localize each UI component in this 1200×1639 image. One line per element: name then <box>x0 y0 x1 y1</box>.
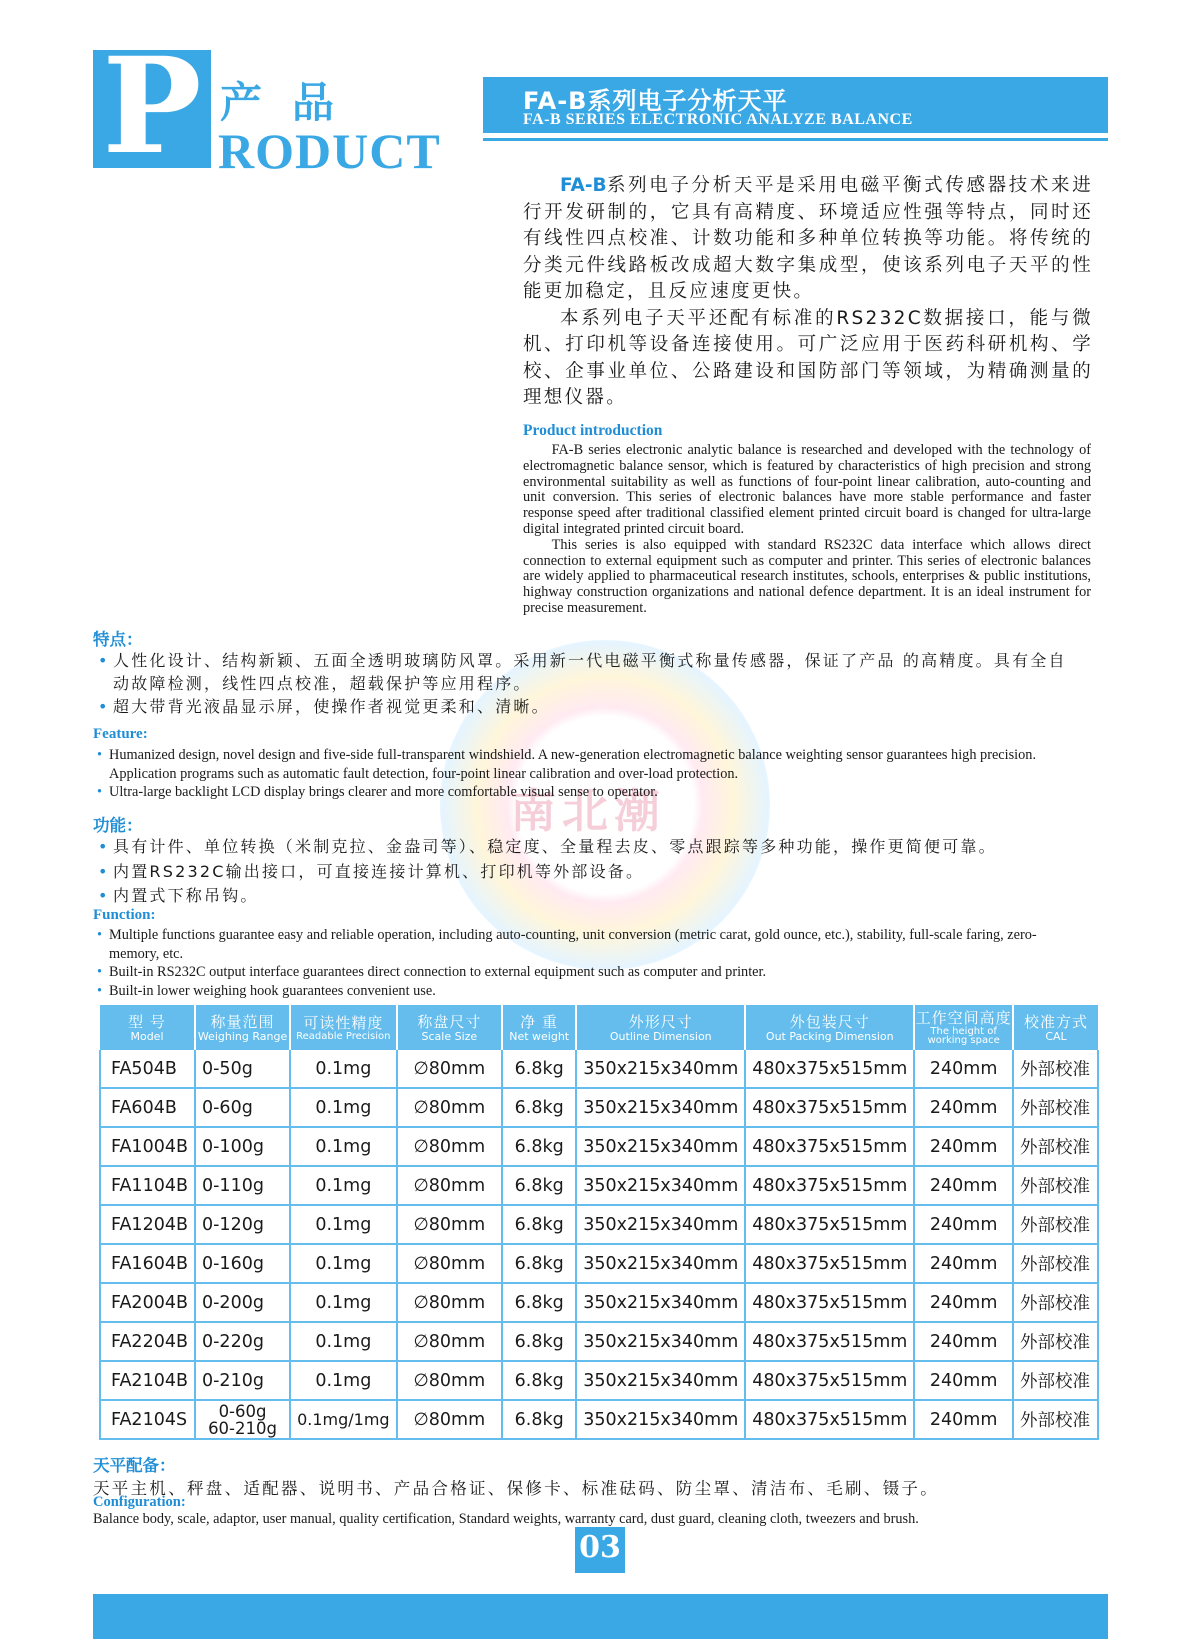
cell-packing: 480x375x515mm <box>745 1088 914 1127</box>
cell-model: FA1204B <box>100 1205 195 1244</box>
cell-weight: 6.8kg <box>502 1205 576 1244</box>
title-cn: 产品 <box>220 78 365 127</box>
list-item: • 具有计件、单位转换（米制克拉、金盎司等）、稳定度、全量程去皮、零点跟踪等多种功能，操作更简便可靠。 <box>93 835 1093 860</box>
intro-en-p2: This series is also equipped with standard RS232C data interface which allows direct connection to external equipment such as computer and printer. This series of electronic balances are widely applied to pharmaceutical research institutes, schools, enterprises & public institutions, highway construction organizations and national defence department. It is an ideal instrument for precise measurement. <box>523 536 1091 616</box>
cell-scale: ∅80mm <box>397 1205 503 1244</box>
page-number: 03 <box>579 1530 621 1565</box>
cell-range: 0-100g <box>195 1127 290 1166</box>
cell-line: 60-210g <box>208 1418 277 1438</box>
intro-cn <box>523 173 1093 412</box>
cell-weight: 6.8kg <box>502 1127 576 1166</box>
cell-scale: ∅80mm <box>397 1088 503 1127</box>
table-row <box>100 1283 1098 1322</box>
intro-lead: FA-B <box>560 175 607 196</box>
cell-height: 240mm <box>914 1127 1013 1166</box>
list-item: • Humanized design, novel design and five-side full-transparent windshield. A new-generation electromagnetic balance weighting sensor guarantees high precision. Application programs such as automatic fault detection, four-point linear calibration and over-load protection. <box>93 746 1088 783</box>
cell-height: 240mm <box>914 1322 1013 1361</box>
cell-outline: 350x215x340mm <box>576 1205 745 1244</box>
cell-packing: 480x375x515mm <box>745 1361 914 1400</box>
table-header-row <box>100 1005 1098 1050</box>
col-header-precision: 可读性精度 Readable Precision <box>290 1005 397 1050</box>
cell-cal: 外部校准 <box>1013 1244 1098 1283</box>
col-header-weight: 净 重 Net weight <box>502 1005 576 1050</box>
cell-range: 0-60g <box>195 1088 290 1127</box>
cell-model: FA2104B <box>100 1361 195 1400</box>
cell-height: 240mm <box>914 1050 1013 1088</box>
cell-model: FA2104S <box>100 1400 195 1439</box>
cell-packing: 480x375x515mm <box>745 1322 914 1361</box>
cell-outline: 350x215x340mm <box>576 1322 745 1361</box>
col-header-model: 型 号 Model <box>100 1005 195 1050</box>
cell-weight: 6.8kg <box>502 1322 576 1361</box>
cell-packing: 480x375x515mm <box>745 1244 914 1283</box>
series-title-cn: FA-B系列电子分析天平 <box>523 87 788 115</box>
cell-height: 240mm <box>914 1205 1013 1244</box>
list-item: • Multiple functions guarantee easy and reliable operation, including auto-counting, unit conversion (metric carat, gold ounce, etc.), stability, full-scale faring, zero-memory, etc. <box>93 926 1063 963</box>
cell-scale: ∅80mm <box>397 1361 503 1400</box>
cell-weight: 6.8kg <box>502 1244 576 1283</box>
col-header-packing: 外包装尺寸 Out Packing Dimension <box>745 1005 914 1050</box>
cell-packing: 480x375x515mm <box>745 1283 914 1322</box>
cell-weight: 6.8kg <box>502 1361 576 1400</box>
config-text-cn: 天平主机、秤盘、适配器、说明书、产品合格证、保修卡、标准砝码、防尘罩、清洁布、毛刷、镊子。 <box>93 1479 939 1498</box>
cell-range: 0-160g <box>195 1244 290 1283</box>
cell-outline: 350x215x340mm <box>576 1361 745 1400</box>
intro-cn-p1: 系列电子分析天平是采用电磁平衡式传感器技术来进行开发研制的，它具有高精度、环境适应性强等特点，同时还有线性四点校准、计数功能和多种单位转换等功能。将传统的分类元件线路板改成超大数字集成型，使该系列电子天平的性能更加稳定，且反应速度更快。 <box>523 175 1093 302</box>
watermark-text: 南北潮 <box>510 784 666 838</box>
features-title-cn: 特点： <box>93 630 143 649</box>
cell-precision: 0.1mg <box>290 1166 397 1205</box>
cell-height: 240mm <box>914 1244 1013 1283</box>
cell-packing: 480x375x515mm <box>745 1166 914 1205</box>
col-header-cal: 校准方式 CAL <box>1013 1005 1098 1050</box>
config-title-en: Configuration: <box>93 1494 186 1510</box>
cell-cal: 外部校准 <box>1013 1322 1098 1361</box>
cell-outline: 350x215x340mm <box>576 1127 745 1166</box>
cell-height: 240mm <box>914 1283 1013 1322</box>
cell-cal: 外部校准 <box>1013 1127 1098 1166</box>
cell-range: 0-210g <box>195 1361 290 1400</box>
col-header-outline: 外形尺寸 Outline Dimension <box>576 1005 745 1050</box>
table-row <box>100 1050 1098 1088</box>
cell-range <box>195 1400 290 1439</box>
intro-en-title: Product introduction <box>523 422 663 439</box>
table-row <box>100 1127 1098 1166</box>
config-text-en: Balance body, scale, adaptor, user manual, quality certification, Standard weights, warranty card, dust guard, cleaning cloth, tweezers and brush. <box>93 1511 919 1527</box>
cell-cal: 外部校准 <box>1013 1166 1098 1205</box>
list-item: • Built-in RS232C output interface guarantees direct connection to external equipment such as computer and printer. <box>93 963 1063 982</box>
cell-weight: 6.8kg <box>502 1400 576 1439</box>
cell-weight: 6.8kg <box>502 1166 576 1205</box>
cell-precision: 0.1mg <box>290 1322 397 1361</box>
list-item: • 内置式下称吊钩。 <box>93 884 1093 909</box>
cell-range: 0-50g <box>195 1050 290 1088</box>
cell-precision: 0.1mg <box>290 1088 397 1127</box>
cell-model: FA604B <box>100 1088 195 1127</box>
cell-packing: 480x375x515mm <box>745 1205 914 1244</box>
col-header-height: 工作空间高度 The height of working space <box>914 1005 1013 1050</box>
features-title-en: Feature: <box>93 726 148 742</box>
cell-scale: ∅80mm <box>397 1244 503 1283</box>
col-header-range: 称量范围 Weighing Range <box>195 1005 290 1050</box>
cell-packing: 480x375x515mm <box>745 1050 914 1088</box>
series-underline <box>483 138 1108 141</box>
table-row <box>100 1166 1098 1205</box>
cell-scale: ∅80mm <box>397 1050 503 1088</box>
cell-outline: 350x215x340mm <box>576 1088 745 1127</box>
cell-line: 0-60g <box>218 1401 267 1421</box>
intro-en <box>523 443 1091 617</box>
cell-weight: 6.8kg <box>502 1050 576 1088</box>
cell-packing: 480x375x515mm <box>745 1400 914 1439</box>
table-row <box>100 1322 1098 1361</box>
cell-cal: 外部校准 <box>1013 1400 1098 1439</box>
cell-range: 0-200g <box>195 1283 290 1322</box>
cell-precision: 0.1mg <box>290 1205 397 1244</box>
cell-cal: 外部校准 <box>1013 1361 1098 1400</box>
table-row <box>100 1244 1098 1283</box>
title-en: RODUCT <box>218 123 441 179</box>
table-row <box>100 1361 1098 1400</box>
cell-cal: 外部校准 <box>1013 1205 1098 1244</box>
cell-scale: ∅80mm <box>397 1322 503 1361</box>
table-row <box>100 1205 1098 1244</box>
cell-model: FA504B <box>100 1050 195 1088</box>
list-item: • 人性化设计、结构新颖、五面全透明玻璃防风罩。采用新一代电磁平衡式称量传感器，保证了产品 的高精度。具有全自动故障检测，线性四点校准，超载保护等应用程序。 <box>93 649 1083 695</box>
list-item: • Ultra-large backlight LCD display brings clearer and more comfortable visual sense to operator. <box>93 783 1088 802</box>
list-item: • 超大带背光液晶显示屏，使操作者视觉更柔和、清晰。 <box>93 695 1083 718</box>
cell-scale: ∅80mm <box>397 1166 503 1205</box>
cell-cal: 外部校准 <box>1013 1283 1098 1322</box>
cell-height: 240mm <box>914 1361 1013 1400</box>
cell-outline: 350x215x340mm <box>576 1244 745 1283</box>
cell-height: 240mm <box>914 1088 1013 1127</box>
cell-weight: 6.8kg <box>502 1088 576 1127</box>
functions-title-en: Function: <box>93 907 156 923</box>
cell-scale: ∅80mm <box>397 1283 503 1322</box>
series-title-en: FA-B SERIES ELECTRONIC ANALYZE BALANCE <box>523 111 913 128</box>
cell-model: FA2004B <box>100 1283 195 1322</box>
config-title-cn: 天平配备： <box>93 1456 176 1475</box>
cell-scale: ∅80mm <box>397 1127 503 1166</box>
cell-precision: 0.1mg/1mg <box>290 1400 397 1439</box>
footer-bar <box>93 1594 1108 1639</box>
cell-precision: 0.1mg <box>290 1050 397 1088</box>
table-row <box>100 1400 1098 1439</box>
cell-range: 0-220g <box>195 1322 290 1361</box>
cell-range: 0-110g <box>195 1166 290 1205</box>
cell-outline: 350x215x340mm <box>576 1166 745 1205</box>
cell-outline: 350x215x340mm <box>576 1050 745 1088</box>
functions-list-cn <box>93 835 1093 909</box>
list-item: • Built-in lower weighing hook guarantees convenient use. <box>93 982 1063 1001</box>
cell-scale: ∅80mm <box>397 1400 503 1439</box>
cell-cal: 外部校准 <box>1013 1050 1098 1088</box>
list-item: • 内置RS232C输出接口，可直接连接计算机、打印机等外部设备。 <box>93 860 1093 885</box>
intro-en-p1: FA-B series electronic analytic balance is researched and developed with the technology of electromagnetic balance sensor, which is featured by characteristics of high precision and strong environmental suitability as well as functions of four-point linear calibration, auto-counting and unit conversion. This series of electronic balances have more stable performance and faster response speed after traditional classified element printed circuit board is changed for ultra-large digital integrated printed circuit board. <box>523 442 1091 537</box>
cell-cal: 外部校准 <box>1013 1088 1098 1127</box>
features-list-cn <box>93 649 1083 718</box>
cell-model: FA1604B <box>100 1244 195 1283</box>
cell-precision: 0.1mg <box>290 1283 397 1322</box>
table-row <box>100 1088 1098 1127</box>
functions-title-cn: 功能： <box>93 816 143 835</box>
logo-letter: P <box>102 29 202 184</box>
cell-weight: 6.8kg <box>502 1283 576 1322</box>
functions-list-en <box>93 926 1063 1000</box>
cell-outline: 350x215x340mm <box>576 1283 745 1322</box>
col-header-scale: 称盘尺寸 Scale Size <box>397 1005 503 1050</box>
cell-height: 240mm <box>914 1166 1013 1205</box>
cell-range: 0-120g <box>195 1205 290 1244</box>
cell-height: 240mm <box>914 1400 1013 1439</box>
spec-table <box>99 1005 1099 1440</box>
cell-packing: 480x375x515mm <box>745 1127 914 1166</box>
cell-precision: 0.1mg <box>290 1127 397 1166</box>
cell-precision: 0.1mg <box>290 1244 397 1283</box>
cell-model: FA1004B <box>100 1127 195 1166</box>
cell-model: FA2204B <box>100 1322 195 1361</box>
intro-cn-p2: 本系列电子天平还配有标准的RS232C数据接口，能与微机、打印机等设备连接使用。可广泛应用于医药科研机构、学校、企事业单位、公路建设和国防部门等领域，为精确测量的理想仪器。 <box>523 307 1093 408</box>
cell-outline: 350x215x340mm <box>576 1400 745 1439</box>
cell-precision: 0.1mg <box>290 1361 397 1400</box>
cell-model: FA1104B <box>100 1166 195 1205</box>
features-list-en <box>93 746 1088 802</box>
